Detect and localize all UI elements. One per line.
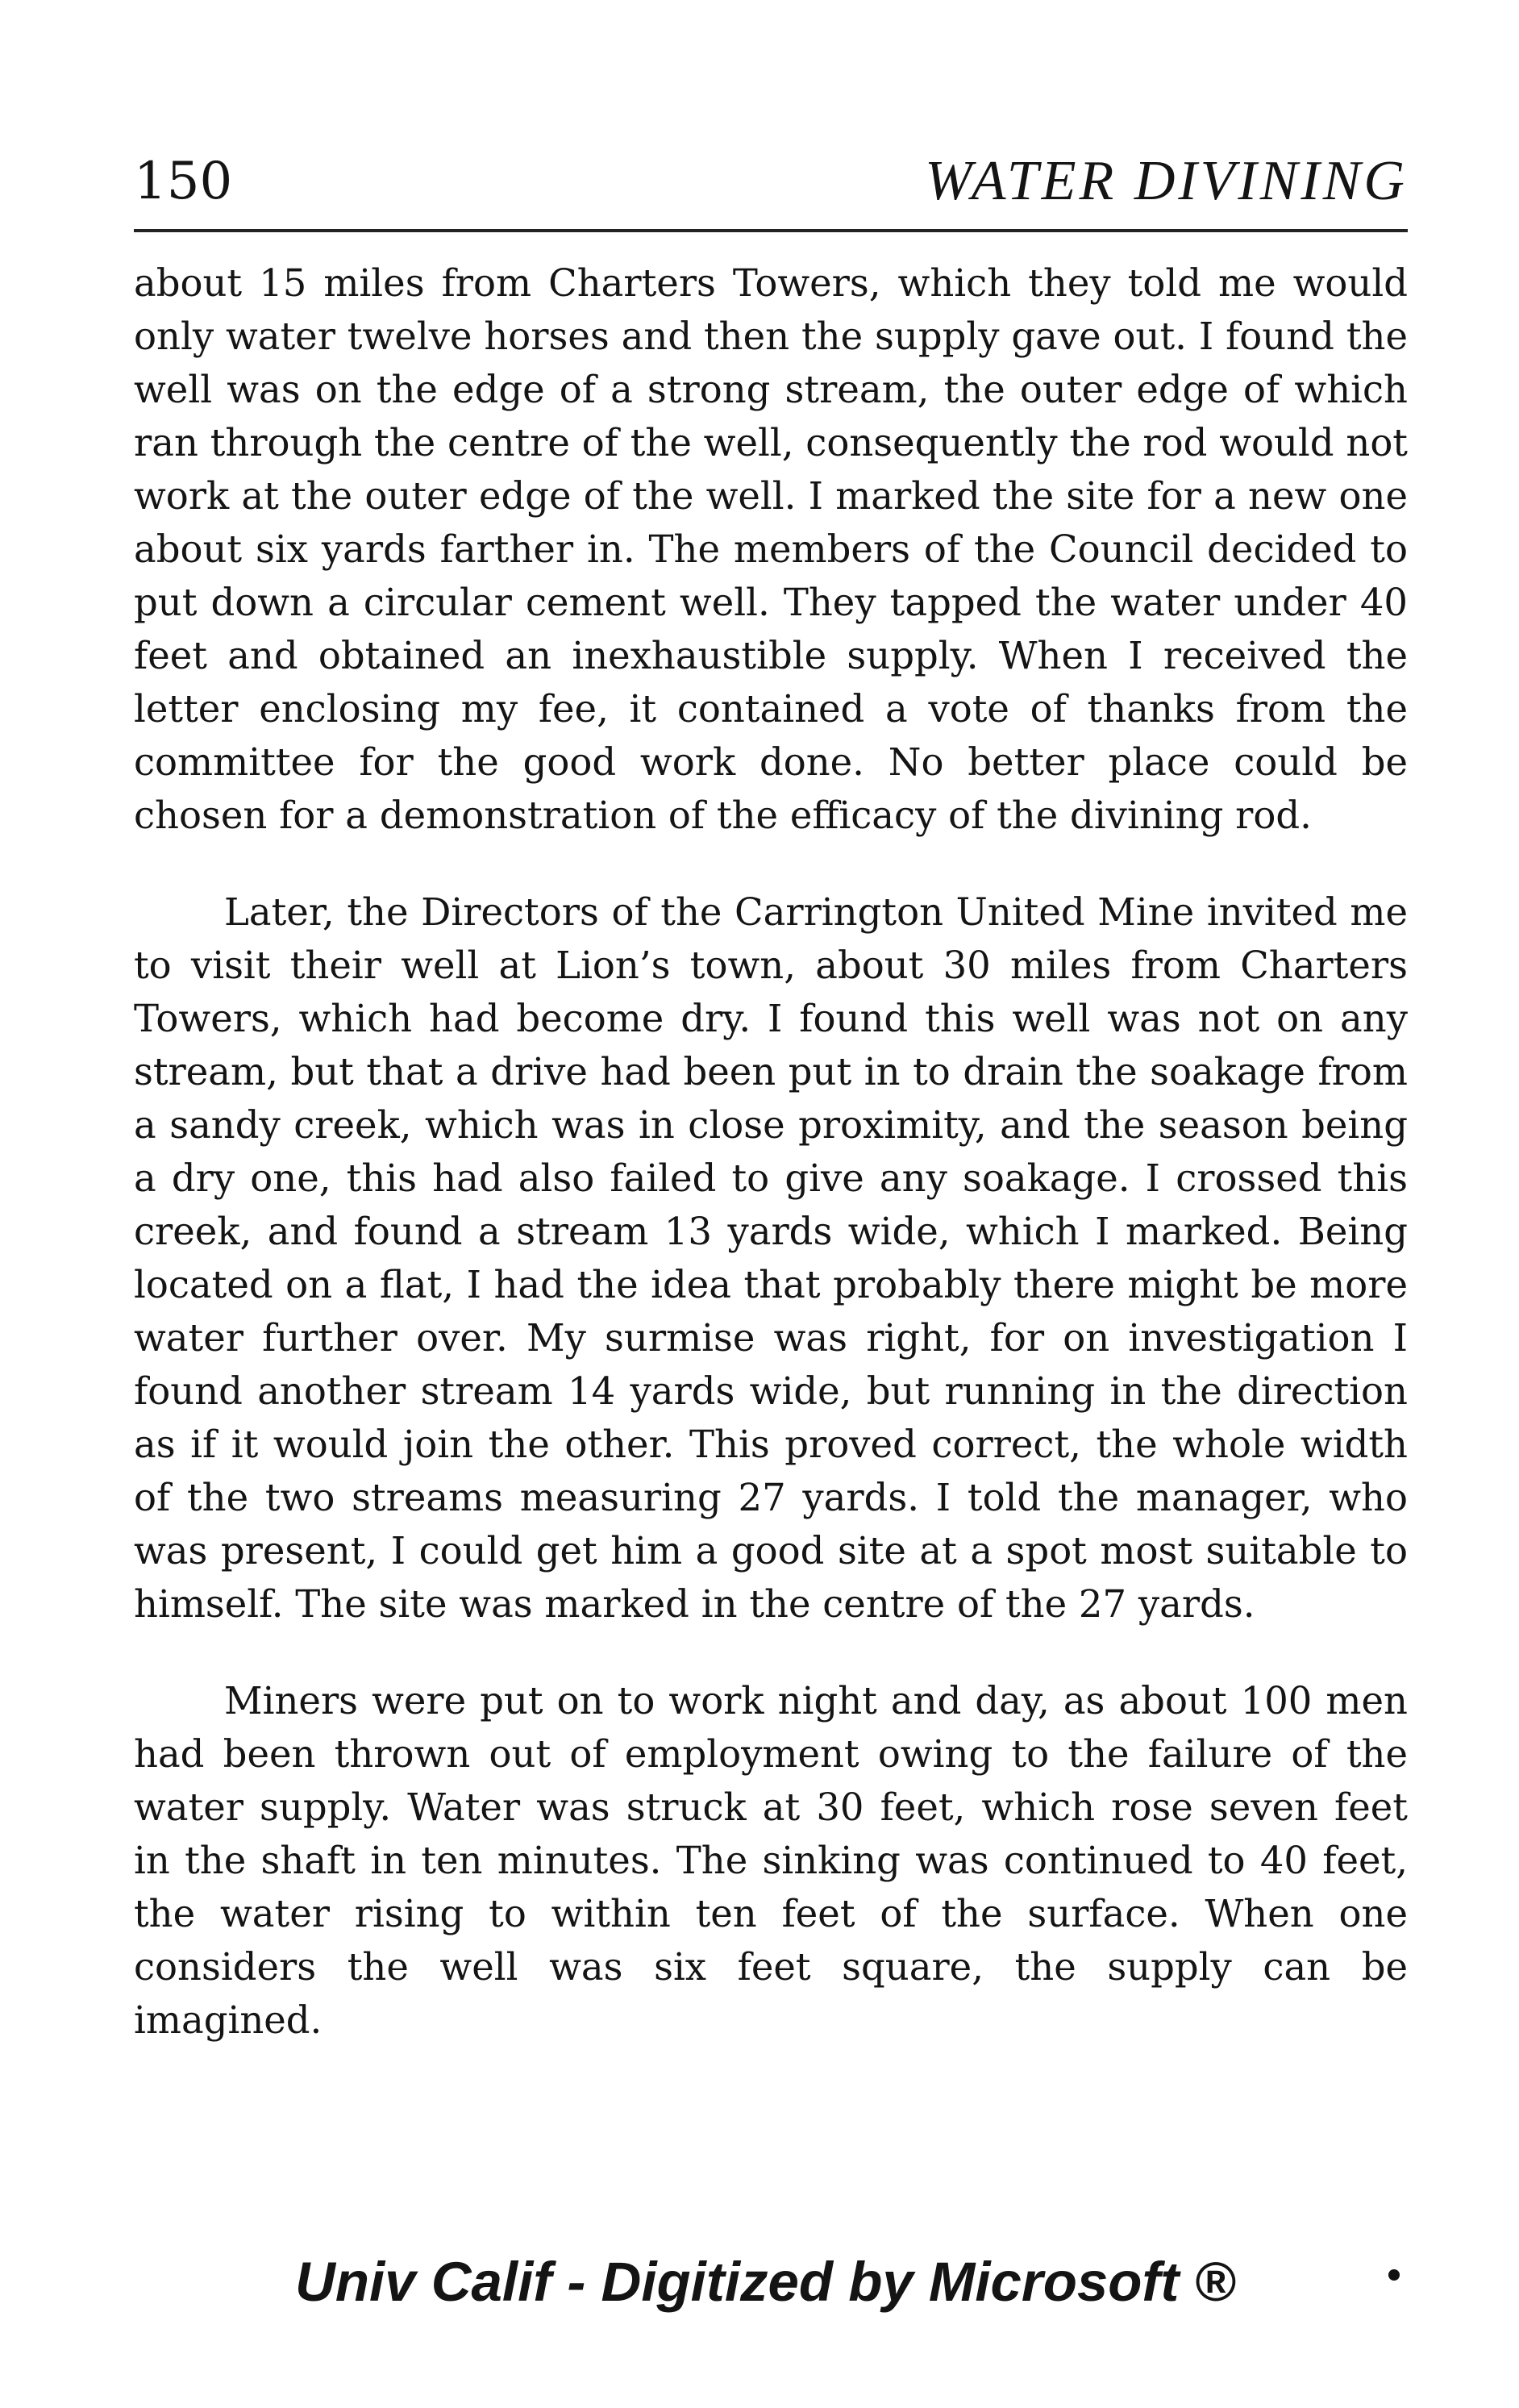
dot-mark-icon bbox=[1388, 2269, 1400, 2281]
body-text bbox=[134, 256, 1408, 2090]
running-head: WATER DIVINING bbox=[925, 150, 1408, 212]
paragraph-3: Miners were put on to work night and day, as about 100 men had been thrown out of employment owing to the failure of the water supply. Water was struck at 30 feet, which rose seven feet in the shaft in ten minutes. The sinking was continued to 40 feet, the water rising to within ten feet of the surface. When one considers the well was six feet square, the supply can be imagined. bbox=[134, 1679, 1408, 2042]
footer bbox=[295, 2242, 1408, 2323]
page-header bbox=[134, 145, 1408, 218]
paragraph-2: Later, the Directors of the Carrington United Mine invited me to visit their well at Lion’s town, about 30 miles from Charters Towers, which had become dry. I found this well was not on any stream, but that a drive had been put in to drain the soakage from a sandy creek, which was in close proximity, and the season being a dry one, this had also failed to give any soakage. I crossed this creek, and found a stream 13 yards wide, which I marked. Being located on a flat, I had the idea that probably there might be more water further over. My surmise was right, for on investigation I found another stream 14 yards wide, but running in the direction as if it would join the other. This proved correct, the whole width of the two streams measuring 27 yards. I told the manager, who was present, I could get him a good site at a spot most suitable to himself. The site was marked in the centre of the 27 yards. bbox=[134, 890, 1408, 1626]
digitization-watermark: Univ Calif - Digitized by Microsoft ® bbox=[295, 2251, 1236, 2313]
paragraph-1: about 15 miles from Charters Towers, which they told me would only water twelve horses and then the supply gave out. I found the well was on the edge of a strong stream, the outer edge of which ran through the centre of the well, consequently the rod would not work at the outer edge of the well. I marked the site for a new one about six yards farther in. The members of the Council decided to put down a circular cement well. They tapped the water under 40 feet and obtained an inexhaustible supply. When I received the letter enclosing my fee, it contained a vote of thanks from the committee for the good work done. No better place could be chosen for a demonstration of the efficacy of the divining rod. bbox=[134, 261, 1408, 837]
header-rule bbox=[134, 229, 1408, 232]
page-number: 150 bbox=[134, 152, 233, 211]
